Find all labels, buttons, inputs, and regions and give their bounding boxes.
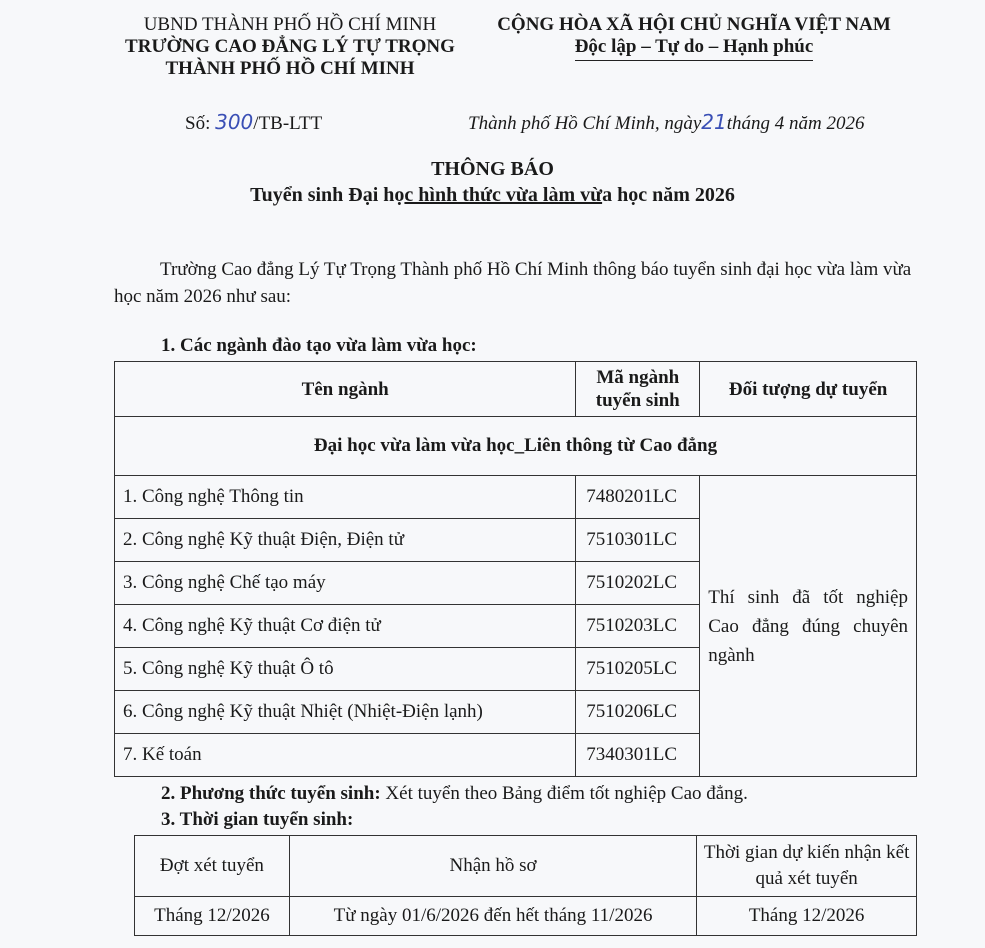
col-header-target: Đối tượng dự tuyển xyxy=(700,362,917,417)
program-code: 7480201LC xyxy=(576,476,700,519)
document-number-handwritten: 300 xyxy=(215,110,254,134)
program-code: 7510301LC xyxy=(576,519,700,562)
program-name: 7. Kế toán xyxy=(115,734,576,777)
subtitle-part-a: Tuyển sinh Đại họ xyxy=(250,184,405,206)
section-2-text: Xét tuyển theo Bảng điểm tốt nghiệp Cao đẳng. xyxy=(385,783,748,804)
document-number xyxy=(185,110,322,135)
national-title: CỘNG HÒA XÃ HỘI CHỦ NGHĨA VIỆT NAM xyxy=(497,14,891,35)
document-title: THÔNG BÁO xyxy=(431,158,554,180)
col-header-code: Mã ngành tuyển sinh xyxy=(576,362,700,417)
section-2-heading: 2. Phương thức tuyển sinh: xyxy=(161,783,381,804)
program-code: 7510206LC xyxy=(576,691,700,734)
receive-cell: Từ ngày 01/6/2026 đến hết tháng 11/2026 xyxy=(289,897,696,936)
table-row xyxy=(115,476,917,519)
program-code: 7510203LC xyxy=(576,605,700,648)
intro-paragraph: Trường Cao đẳng Lý Tự Trọng Thành phố Hồ Chí Minh thông báo tuyển sinh đại học vừa làm vừa học năm 2026 như sau: xyxy=(114,259,912,307)
col-header-round: Đợt xét tuyển xyxy=(135,836,290,897)
program-name: 1. Công nghệ Thông tin xyxy=(115,476,576,519)
programs-table-header xyxy=(115,362,917,417)
programs-table xyxy=(114,361,917,777)
document-number-suffix: /TB-LTT xyxy=(253,113,323,134)
schedule-table-header xyxy=(135,836,917,897)
programs-group-row xyxy=(115,417,917,476)
program-name: 3. Công nghệ Chế tạo máy xyxy=(115,562,576,605)
col-header-name: Tên ngành xyxy=(115,362,576,417)
subtitle-part-b: c hình thức vừa làm vừ xyxy=(404,184,603,206)
result-cell: Tháng 12/2026 xyxy=(697,897,917,936)
document-date xyxy=(468,110,864,135)
section-3-heading: 3. Thời gian tuyển sinh: xyxy=(161,809,354,830)
program-name: 5. Công nghệ Kỹ thuật Ô tô xyxy=(115,648,576,691)
program-code: 7340301LC xyxy=(576,734,700,777)
subtitle-part-c: a học năm 2026 xyxy=(602,184,735,206)
eligible-candidates: Thí sinh đã tốt nghiệp Cao đẳng đúng chuyên ngành xyxy=(700,476,917,777)
national-header xyxy=(478,14,910,61)
section-1-heading: 1. Các ngành đào tạo vừa làm vừa học: xyxy=(161,335,477,356)
program-code: 7510205LC xyxy=(576,648,700,691)
date-prefix: Thành phố Hồ Chí Minh, ngày xyxy=(468,113,702,134)
programs-group-label: Đại học vừa làm vừa học_Liên thông từ Cao đẳng xyxy=(115,417,917,476)
issuer-line-1: UBND THÀNH PHỐ HỒ CHÍ MINH xyxy=(143,14,437,35)
date-suffix: tháng 4 năm 2026 xyxy=(726,113,865,134)
issuer-header xyxy=(100,14,480,80)
program-name: 2. Công nghệ Kỹ thuật Điện, Điện tử xyxy=(115,519,576,562)
round-cell: Tháng 12/2026 xyxy=(135,897,290,936)
program-name: 4. Công nghệ Kỹ thuật Cơ điện tử xyxy=(115,605,576,648)
program-code: 7510202LC xyxy=(576,562,700,605)
col-header-result: Thời gian dự kiến nhận kết quả xét tuyển xyxy=(697,836,917,897)
col-header-receive: Nhận hồ sơ xyxy=(289,836,696,897)
schedule-table xyxy=(134,835,917,936)
program-name: 6. Công nghệ Kỹ thuật Nhiệt (Nhiệt-Điện lạnh) xyxy=(115,691,576,734)
document-subtitle xyxy=(0,184,985,207)
table-row xyxy=(135,897,917,936)
date-day-handwritten: 21 xyxy=(701,110,727,134)
national-motto: Độc lập – Tự do – Hạnh phúc xyxy=(575,36,814,61)
document-number-prefix: Số: xyxy=(185,113,211,134)
issuer-line-2: TRƯỜNG CAO ĐẲNG LÝ TỰ TRỌNG xyxy=(125,36,455,57)
issuer-line-3: THÀNH PHỐ HỒ CHÍ MINH xyxy=(165,58,415,79)
section-2 xyxy=(161,783,748,805)
